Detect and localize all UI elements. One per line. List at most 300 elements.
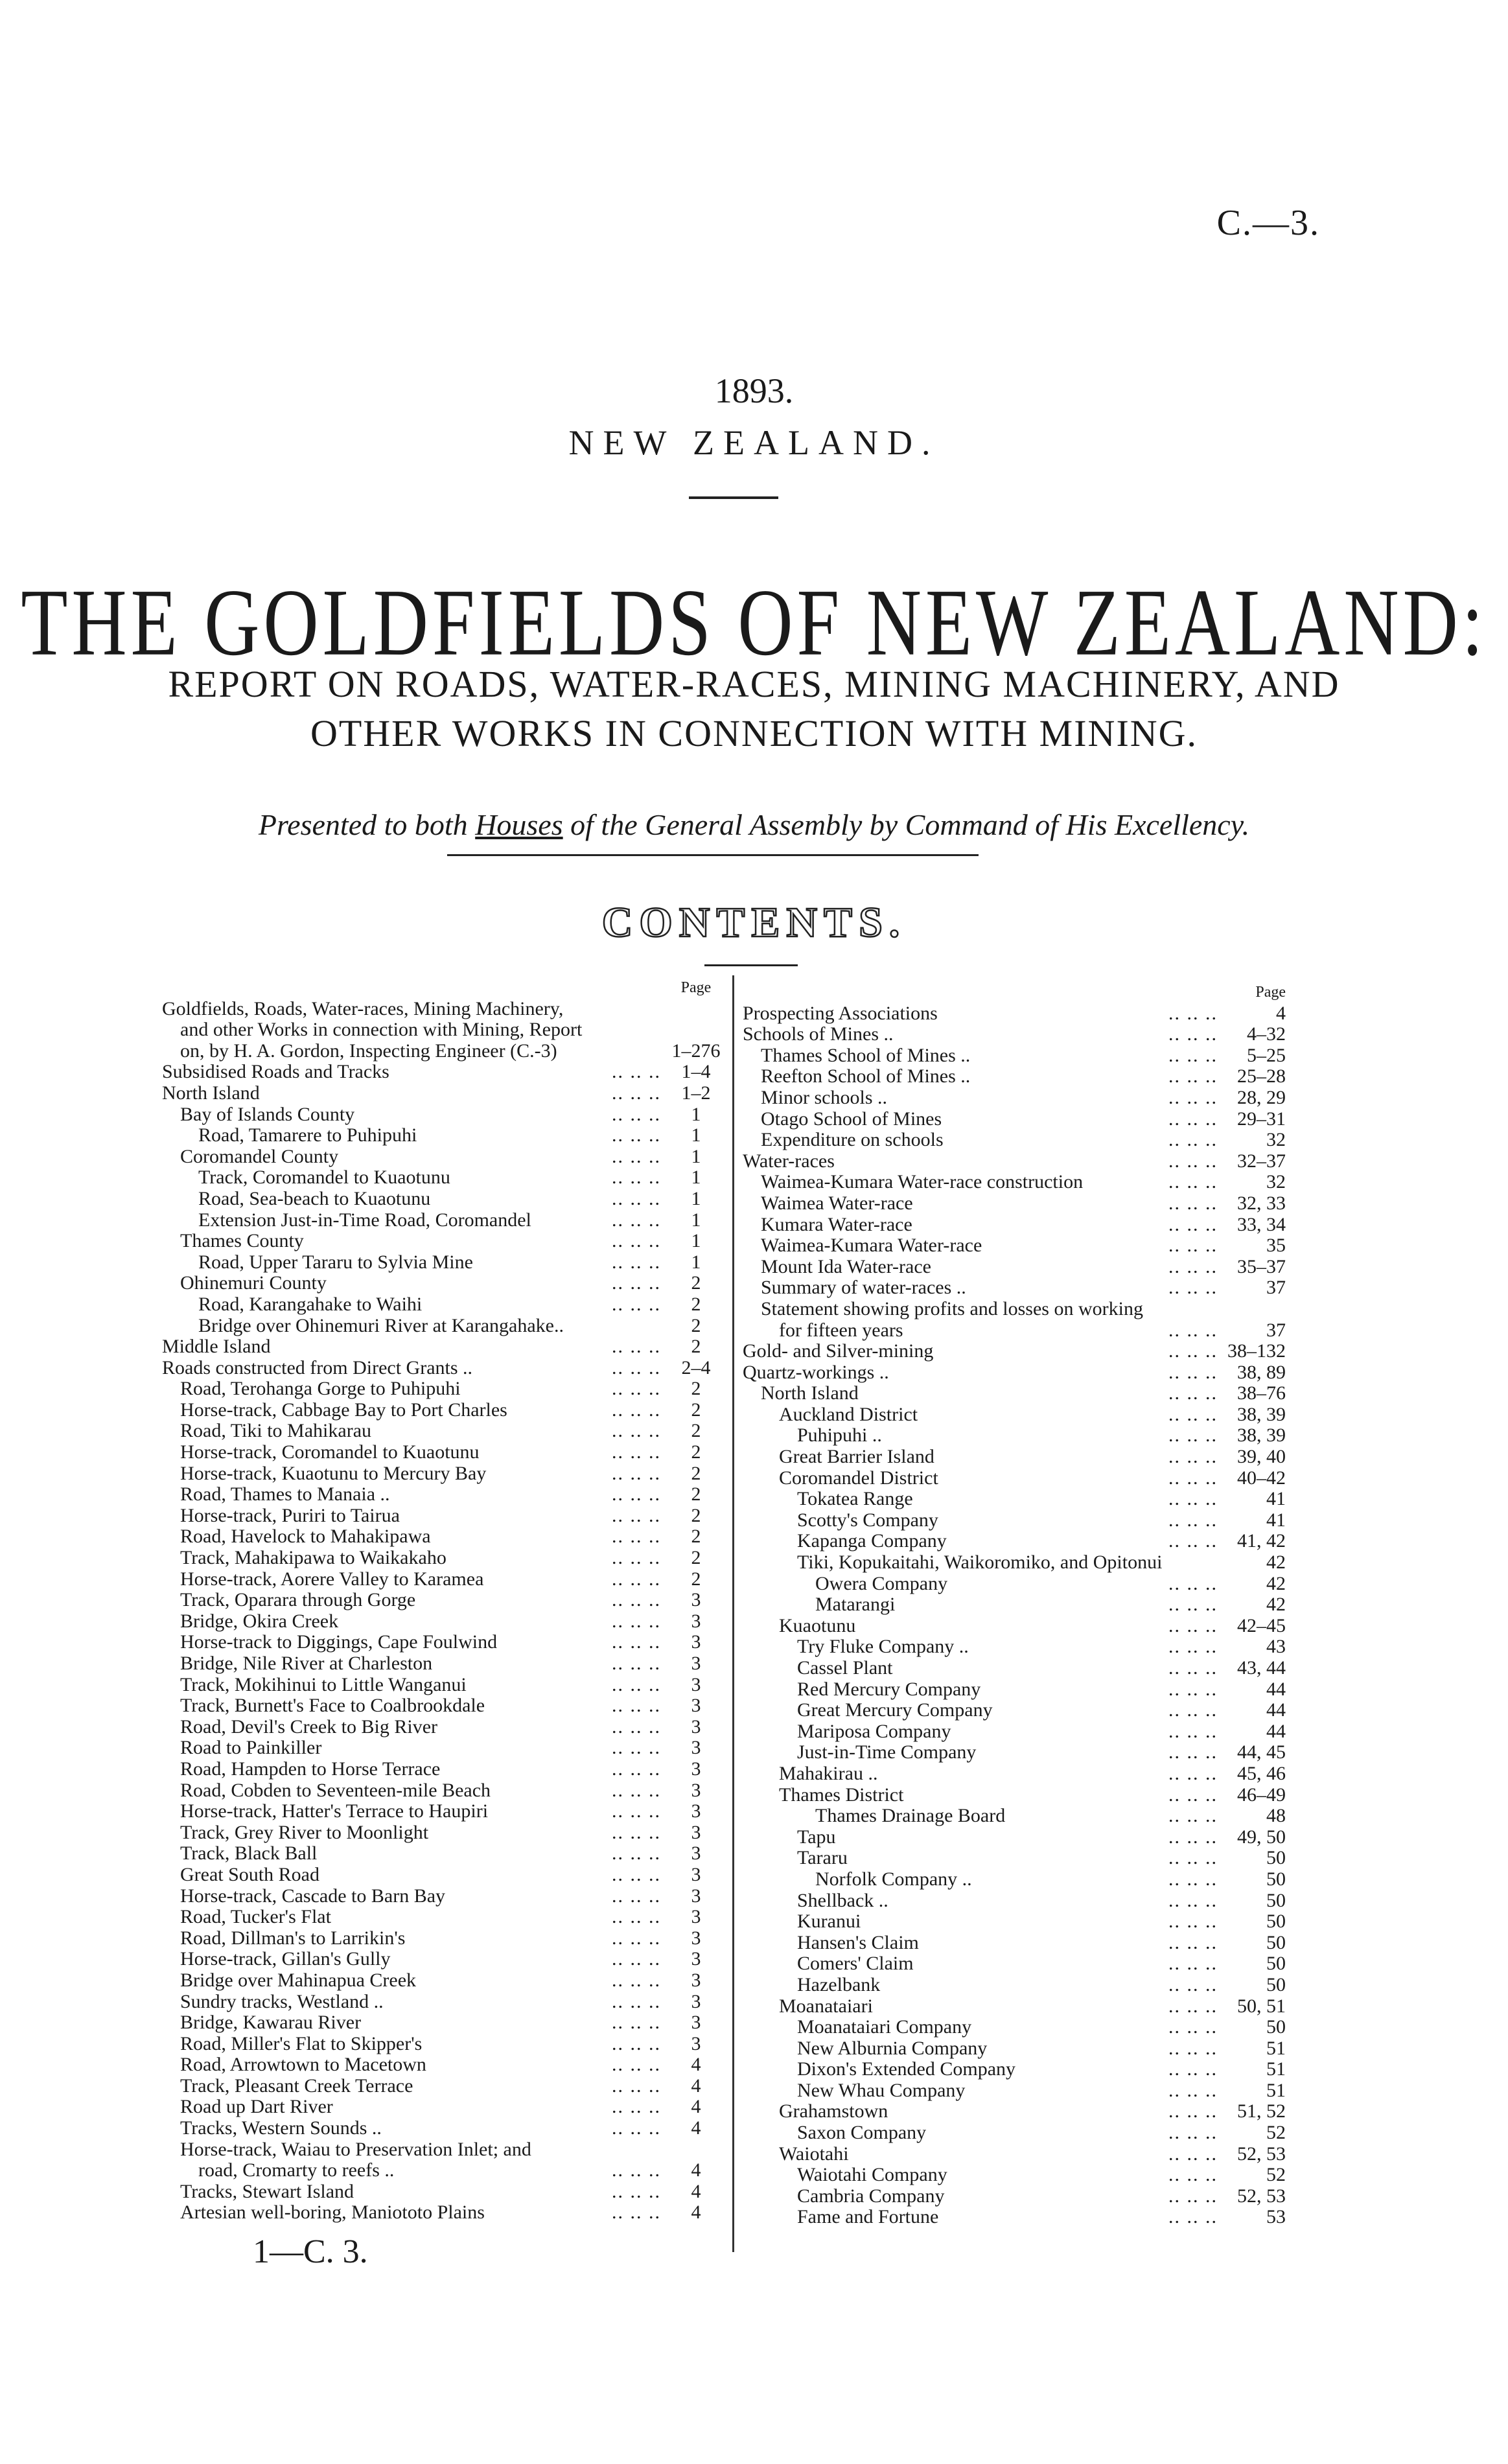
toc-entry-page: 2–4: [681, 1356, 711, 1378]
toc-leader-dots: .. .. ..: [612, 1863, 661, 1885]
toc-entry-page: 3: [691, 1779, 701, 1801]
toc-entry-page: 51: [1266, 2037, 1286, 2059]
toc-leader-dots: .. .. ..: [612, 1145, 661, 1167]
toc-leader-dots: .. .. ..: [612, 1082, 661, 1104]
toc-entry: [162, 1759, 726, 1780]
toc-entry-page: 53: [1266, 2206, 1286, 2228]
toc-entry-page: 3: [691, 1885, 701, 1907]
toc-entry-title: Track, Mokihinui to Little Wanganui: [180, 1673, 467, 1695]
toc-leader-dots: .. .. ..: [612, 1821, 661, 1843]
toc-entry-title: Waimea Water-race: [761, 1192, 913, 1214]
toc-entry: [743, 1109, 1286, 1130]
toc-entry-page: 2: [691, 1547, 701, 1569]
toc-entry-title: Tracks, Western Sounds ..: [180, 2117, 382, 2139]
toc-entry-title: New Whau Company: [797, 2079, 966, 2101]
presented-line: [0, 808, 1508, 842]
toc-leader-dots: .. .. ..: [612, 1800, 661, 1822]
subtitle: [97, 660, 1411, 758]
toc-entry-title: Quartz-workings ..: [743, 1361, 889, 1383]
toc-entry: [743, 1235, 1286, 1257]
toc-entry: [162, 1189, 726, 1210]
toc-leader-dots: .. .. ..: [1168, 2079, 1218, 2101]
toc-entry-title: Tokatea Range: [797, 1488, 913, 1510]
toc-entry-title: Hazelbank: [797, 1973, 881, 1995]
toc-entry: [162, 1695, 726, 1717]
toc-entry-page: 50: [1266, 2016, 1286, 2038]
toc-leader-dots: .. .. ..: [612, 1715, 661, 1738]
toc-entry-title: Bridge, Nile River at Charleston: [180, 1653, 433, 1674]
toc-entry: [743, 1341, 1286, 1362]
toc-entry-title: Red Mercury Company: [797, 1678, 981, 1700]
toc-leader-dots: .. .. ..: [1168, 2100, 1218, 2122]
toc-entry-title: Horse-track, Kuaotunu to Mercury Bay: [180, 1462, 487, 1484]
toc-leader-dots: .. .. ..: [612, 1653, 661, 1674]
toc-entry: [162, 2012, 726, 2034]
toc-entry-page: 33, 34: [1237, 1213, 1286, 1235]
toc-leader-dots: .. .. ..: [1168, 1720, 1218, 1742]
toc-entry: [743, 1890, 1286, 1912]
toc-entry-page: 44: [1266, 1699, 1286, 1721]
toc-entry-page: 50: [1266, 1973, 1286, 1995]
toc-entry-title: Schools of Mines ..: [743, 1023, 894, 1045]
toc-entry-title: Tapu: [797, 1826, 836, 1848]
toc-entry-page: 2: [691, 1399, 701, 1421]
toc-entry: [162, 1548, 726, 1569]
toc-entry: [162, 1886, 726, 1907]
toc-leader-dots: .. .. ..: [1168, 2185, 1218, 2207]
toc-entry: [743, 2101, 1286, 2122]
toc-entry: [743, 1468, 1286, 1489]
toc-entry: [743, 1636, 1286, 1658]
toc-entry-title: Gold- and Silver-mining: [743, 1340, 934, 1362]
toc-entry-title: Ohinemuri County: [180, 1272, 327, 1294]
toc-entry: [743, 1721, 1286, 1743]
toc-entry-page: 52, 53: [1237, 2185, 1286, 2207]
toc-leader-dots: .. .. ..: [612, 1230, 661, 1252]
toc-entry-title: Bridge, Kawarau River: [180, 2012, 362, 2034]
toc-leader-dots: .. .. ..: [1168, 1572, 1218, 1594]
toc-entry-title: Sundry tracks, Westland ..: [180, 1990, 384, 2012]
page-footer: 1—C. 3.: [253, 2233, 368, 2270]
toc-entry-page: 2: [691, 1504, 701, 1526]
toc-entry: [162, 1358, 726, 1379]
toc-entry-page: 28, 29: [1237, 1086, 1286, 1108]
toc-entry-page: 50: [1266, 1889, 1286, 1911]
toc-entry: [162, 1484, 726, 1505]
toc-entry-page: 42–45: [1237, 1614, 1286, 1636]
toc-right-column: [743, 982, 1286, 2228]
toc-leader-dots: .. .. ..: [612, 1504, 661, 1526]
toc-entry: [162, 1336, 726, 1358]
toc-leader-dots: .. .. ..: [1168, 1953, 1218, 1975]
toc-entry-title: Thames School of Mines ..: [761, 1044, 971, 1066]
toc-entry-title: Owera Company: [815, 1572, 948, 1594]
toc-entry-title: Bridge over Mahinapua Creek: [180, 1969, 417, 1991]
toc-entry-title: Waiotahi: [779, 2143, 849, 2165]
toc-entry-page: 42: [1266, 1594, 1286, 1616]
toc-entry: [743, 1594, 1286, 1616]
toc-entry-page: 35: [1266, 1235, 1286, 1257]
toc-entry-page: 3: [691, 1990, 701, 2012]
toc-entry-title: Middle Island: [162, 1336, 271, 1358]
toc-entry-page: 2: [691, 1526, 701, 1548]
toc-leader-dots: .. .. ..: [612, 1272, 661, 1294]
toc-entry-title: Road, Tucker's Flat: [180, 1906, 331, 1928]
document-reference: C.—3.: [1216, 203, 1320, 243]
column-divider: [732, 975, 734, 2252]
toc-entry-page: 41: [1266, 1509, 1286, 1531]
toc-entry: [162, 2139, 726, 2161]
toc-leader-dots: .. .. ..: [1168, 2164, 1218, 2186]
toc-entry-page: 45, 46: [1237, 1762, 1286, 1784]
toc-entry-title: Coromandel District: [779, 1467, 938, 1489]
toc-entry-page: 2: [691, 1420, 701, 1442]
toc-entry: [162, 1865, 726, 1886]
toc-leader-dots: .. .. ..: [1168, 1424, 1218, 1447]
toc-entry-page: 32, 33: [1237, 1192, 1286, 1214]
toc-entry-title: Road, Thames to Manaia ..: [180, 1483, 390, 1505]
toc-leader-dots: .. .. ..: [1168, 1002, 1218, 1024]
toc-entry-title: Artesian well-boring, Maniototo Plains: [180, 2202, 485, 2224]
toc-leader-dots: .. .. ..: [612, 2096, 661, 2118]
toc-entry-page: 37: [1266, 1319, 1286, 1341]
toc-entry-title: Moanataiari Company: [797, 2016, 972, 2038]
toc-entry-page: 1: [691, 1167, 701, 1189]
toc-entry: [743, 2207, 1286, 2228]
toc-entry: [162, 2054, 726, 2076]
toc-leader-dots: .. .. ..: [1168, 1171, 1218, 1193]
toc-entry-page: 49, 50: [1237, 1826, 1286, 1848]
toc-entry-page: 40–42: [1237, 1467, 1286, 1489]
toc-entry-page: 51: [1266, 2058, 1286, 2080]
toc-leader-dots: .. .. ..: [612, 1061, 661, 1083]
toc-entry: [743, 1215, 1286, 1236]
toc-entry-page: 3: [691, 2032, 701, 2054]
toc-entry-page: 1: [691, 1103, 701, 1125]
toc-right-list: [743, 1003, 1286, 2228]
toc-entry-title: Road, Karangahake to Waihi: [198, 1293, 423, 1315]
toc-leader-dots: .. .. ..: [1168, 2037, 1218, 2059]
toc-entry-page: 44: [1266, 1678, 1286, 1700]
toc-leader-dots: .. .. ..: [612, 1209, 661, 1231]
toc-entry-page: 3: [691, 1969, 701, 1991]
divider-rule: [689, 496, 778, 499]
toc-entry: [743, 1700, 1286, 1721]
toc-entry: [162, 1019, 726, 1041]
toc-entry: [743, 1489, 1286, 1510]
toc-entry-title: Goldfields, Roads, Water-races, Mining Machinery,: [162, 997, 564, 1019]
toc-entry-title: Track, Pleasant Creek Terrace: [180, 2075, 413, 2097]
page-column-label-right: Page: [1255, 984, 1286, 1001]
toc-leader-dots: .. .. ..: [612, 1251, 661, 1273]
toc-leader-dots: .. .. ..: [612, 1462, 661, 1484]
toc-entry: [743, 1869, 1286, 1890]
toc-entry: [162, 1843, 726, 1865]
toc-leader-dots: .. .. ..: [612, 2117, 661, 2139]
toc-entry-title: Great Barrier Island: [779, 1446, 934, 1468]
year: 1893.: [714, 371, 794, 410]
toc-entry-title: and other Works in connection with Mining, Report: [180, 1019, 583, 1041]
toc-entry-title: Kapanga Company: [797, 1530, 947, 1552]
toc-leader-dots: .. .. ..: [1168, 1467, 1218, 1489]
toc-entry-page: 2: [691, 1293, 701, 1315]
toc-leader-dots: .. .. ..: [1168, 1192, 1218, 1214]
toc-leader-dots: .. .. ..: [1168, 1319, 1218, 1341]
toc-leader-dots: .. .. ..: [1168, 2143, 1218, 2165]
toc-entry: [162, 1949, 726, 1970]
toc-entry: [743, 1911, 1286, 1933]
toc-leader-dots: .. .. ..: [1168, 1129, 1218, 1151]
toc-leader-dots: .. .. ..: [1168, 1446, 1218, 1468]
toc-entry-title: Saxon Company: [797, 2122, 927, 2144]
toc-entry-title: Bridge, Okira Creek: [180, 1610, 339, 1632]
toc-entry-title: Horse-track, Coromandel to Kuaotunu: [180, 1441, 480, 1463]
toc-entry-title: Road, Dillman's to Larrikin's: [180, 1927, 406, 1949]
toc-entry-page: 41, 42: [1237, 1530, 1286, 1552]
toc-entry: [162, 1780, 726, 1802]
toc-entry: [162, 1675, 726, 1696]
toc-leader-dots: .. .. ..: [612, 1167, 661, 1189]
toc-entry-title: Tararu: [797, 1847, 848, 1869]
toc-entry: [743, 1679, 1286, 1701]
toc-entry-title: Summary of water-races ..: [761, 1277, 966, 1299]
toc-entry-page: 2: [691, 1272, 701, 1294]
toc-entry: [743, 1383, 1286, 1404]
toc-entry-page: 4: [1276, 1002, 1286, 1024]
toc-entry: [162, 1590, 726, 1611]
presented-text-1: Presented to both: [258, 808, 476, 841]
toc-entry-title: Horse-track, Cabbage Bay to Port Charles: [180, 1399, 507, 1421]
toc-entry: [743, 1172, 1286, 1193]
toc-leader-dots: .. .. ..: [1168, 1235, 1218, 1257]
toc-entry: [162, 1632, 726, 1653]
toc-leader-dots: .. .. ..: [1168, 1255, 1218, 1277]
toc-entry: [743, 1975, 1286, 1996]
toc-leader-dots: .. .. ..: [612, 1399, 661, 1421]
contents-rule: [704, 964, 798, 966]
toc-entry-page: 32–37: [1237, 1150, 1286, 1172]
toc-entry-title: Extension Just-in-Time Road, Coromandel: [198, 1209, 531, 1231]
toc-entry-title: Water-races: [743, 1150, 835, 1172]
toc-entry-page: 35–37: [1237, 1255, 1286, 1277]
toc-leader-dots: .. .. ..: [1168, 2122, 1218, 2144]
toc-entry: [743, 1510, 1286, 1531]
toc-entry: [162, 1378, 726, 1400]
toc-entry-page: 3: [691, 2012, 701, 2034]
toc-entry: [162, 1801, 726, 1822]
toc-entry: [162, 1294, 726, 1316]
toc-leader-dots: .. .. ..: [1168, 1361, 1218, 1383]
toc-leader-dots: .. .. ..: [612, 2159, 661, 2181]
toc-leader-dots: .. .. ..: [612, 1610, 661, 1632]
toc-leader-dots: .. .. ..: [1168, 1065, 1218, 1087]
toc-leader-dots: .. .. ..: [612, 1589, 661, 1611]
toc-entry-title: Hansen's Claim: [797, 1931, 919, 1953]
toc-entry-page: 52: [1266, 2122, 1286, 2144]
toc-leader-dots: .. .. ..: [612, 1483, 661, 1505]
toc-entry-page: 3: [691, 1863, 701, 1885]
toc-leader-dots: .. .. ..: [1168, 1805, 1218, 1827]
toc-entry-page: 37: [1266, 1277, 1286, 1299]
toc-entry-title: Expenditure on schools: [761, 1129, 944, 1151]
toc-entry: [162, 1653, 726, 1675]
toc-entry-page: 1: [691, 1145, 701, 1167]
toc-entry-page: 3: [691, 1927, 701, 1949]
toc-left-list: [162, 999, 726, 2224]
toc-entry-title: Track, Grey River to Moonlight: [180, 1821, 429, 1843]
toc-entry-page: 3: [691, 1906, 701, 1928]
toc-entry-title: Grahamstown: [779, 2100, 888, 2122]
toc-entry-title: Horse-track, Puriri to Tairua: [180, 1504, 400, 1526]
toc-entry-page: 1: [691, 1124, 701, 1146]
toc-leader-dots: .. .. ..: [1168, 1403, 1218, 1425]
toc-leader-dots: .. .. ..: [1168, 1530, 1218, 1552]
toc-entry: [743, 2144, 1286, 2165]
toc-entry-page: 3: [691, 1800, 701, 1822]
toc-entry: [162, 1928, 726, 1949]
toc-entry-page: 4–32: [1247, 1023, 1286, 1045]
toc-entry: [162, 1125, 726, 1146]
country-heading: NEW ZEALAND.: [568, 423, 940, 462]
toc-leader-dots: .. .. ..: [612, 1378, 661, 1400]
toc-leader-dots: .. .. ..: [1168, 1382, 1218, 1404]
toc-leader-dots: .. .. ..: [1168, 1931, 1218, 1953]
toc-entry-title: Tiki, Kopukaitahi, Waikoromiko, and Opitonui: [797, 1552, 1163, 1574]
toc-leader-dots: .. .. ..: [612, 1187, 661, 1209]
toc-entry-title: Minor schools ..: [761, 1086, 887, 1108]
toc-entry-page: 25–28: [1237, 1065, 1286, 1087]
toc-entry-page: 2: [691, 1441, 701, 1463]
toc-entry-page: 4: [691, 2075, 701, 2097]
toc-entry: [743, 1130, 1286, 1151]
toc-entry-page: 3: [691, 1715, 701, 1738]
presented-underline: [447, 854, 979, 856]
toc-entry: [162, 1992, 726, 2013]
toc-entry: [743, 2017, 1286, 2038]
subtitle-line-2: OTHER WORKS IN CONNECTION WITH MINING.: [310, 712, 1198, 754]
toc-entry: [162, 1231, 726, 1252]
toc-entry-page: 4: [691, 2096, 701, 2118]
toc-entry-page: 52, 53: [1237, 2143, 1286, 2165]
toc-entry-page: 3: [691, 1842, 701, 1865]
toc-entry-title: Horse-track, Waiau to Preservation Inlet; and: [180, 2138, 531, 2160]
toc-leader-dots: .. .. ..: [1168, 1826, 1218, 1848]
toc-leader-dots: .. .. ..: [612, 2202, 661, 2224]
toc-entry-title: Norfolk Company ..: [815, 1868, 972, 1890]
toc-entry-title: North Island: [761, 1382, 859, 1404]
toc-entry-title: Horse-track, Cascade to Barn Bay: [180, 1885, 446, 1907]
toc-leader-dots: .. .. ..: [1168, 1762, 1218, 1784]
toc-entry: [743, 1404, 1286, 1426]
toc-leader-dots: .. .. ..: [612, 1695, 661, 1717]
toc-entry-page: 32: [1266, 1129, 1286, 1151]
toc-entry-page: 3: [691, 1737, 701, 1759]
toc-entry: [743, 1953, 1286, 1975]
toc-entry: [743, 1806, 1286, 1827]
toc-entry-page: 1: [691, 1230, 701, 1252]
toc-leader-dots: .. .. ..: [1168, 1868, 1218, 1890]
toc-entry-title: Track, Coromandel to Kuaotunu: [198, 1167, 450, 1189]
toc-entry-title: Reefton School of Mines ..: [761, 1065, 971, 1087]
toc-leader-dots: .. .. ..: [612, 1293, 661, 1315]
toc-leader-dots: .. .. ..: [612, 1779, 661, 1801]
toc-leader-dots: .. .. ..: [612, 1547, 661, 1569]
toc-entry-title: Kumara Water-race: [761, 1213, 912, 1235]
toc-entry-page: 50: [1266, 1953, 1286, 1975]
toc-entry-title: Horse-track, Gillan's Gully: [180, 1948, 391, 1970]
toc-entry: [743, 1827, 1286, 1848]
toc-entry-title: Kuaotunu: [779, 1614, 856, 1636]
toc-leader-dots: .. .. ..: [1168, 1699, 1218, 1721]
toc-leader-dots: .. .. ..: [612, 1631, 661, 1653]
toc-entry: [743, 2186, 1286, 2207]
toc-leader-dots: .. .. ..: [612, 1885, 661, 1907]
toc-leader-dots: .. .. ..: [612, 1990, 661, 2012]
toc-entry-title: Road, Terohanga Gorge to Puhipuhi: [180, 1378, 461, 1400]
toc-entry-page: 48: [1266, 1805, 1286, 1827]
toc-entry-title: Scotty's Company: [797, 1509, 938, 1531]
toc-entry: [162, 1041, 726, 1062]
main-title: THE GOLDFIELDS OF NEW ZEALAND:: [21, 569, 1487, 676]
toc-entry-title: Mariposa Company: [797, 1720, 951, 1742]
toc-entry-title: Thames District: [779, 1784, 904, 1806]
toc-entry-title: Road, Cobden to Seventeen-mile Beach: [180, 1779, 491, 1801]
toc-entry: [162, 1738, 726, 1759]
contents-heading: CONTENTS.: [601, 899, 907, 946]
toc-entry-title: on, by H. A. Gordon, Inspecting Engineer (C.-3): [180, 1040, 557, 1062]
toc-leader-dots: .. .. ..: [1168, 1741, 1218, 1763]
toc-leader-dots: .. .. ..: [1168, 1340, 1218, 1362]
toc-entry-page: 1: [691, 1187, 701, 1209]
toc-entry-page: 2: [691, 1483, 701, 1505]
toc-entry-title: Kuranui: [797, 1911, 861, 1933]
toc-leader-dots: .. .. ..: [612, 1356, 661, 1378]
toc-entry-page: 3: [691, 1673, 701, 1695]
toc-entry-page: 3: [691, 1631, 701, 1653]
toc-entry: [162, 1400, 726, 1421]
toc-leader-dots: .. .. ..: [1168, 2058, 1218, 2080]
toc-leader-dots: .. .. ..: [1168, 1023, 1218, 1045]
toc-entry: [743, 1616, 1286, 1637]
toc-entry: [743, 1045, 1286, 1067]
toc-entry: [743, 1531, 1286, 1552]
toc-entry-title: Road up Dart River: [180, 2096, 333, 2118]
toc-entry: [162, 1822, 726, 1844]
toc-entry-page: 2: [691, 1336, 701, 1358]
toc-entry-title: Track, Oparara through Gorge: [180, 1589, 416, 1611]
toc-entry: [162, 1569, 726, 1590]
toc-entry-title: Roads constructed from Direct Grants ..: [162, 1356, 473, 1378]
toc-entry: [743, 1763, 1286, 1785]
toc-entry: [162, 1907, 726, 1928]
toc-entry-page: 1: [691, 1209, 701, 1231]
toc-entry-title: Road, Miller's Flat to Skipper's: [180, 2032, 423, 2054]
toc-leader-dots: .. .. ..: [612, 1124, 661, 1146]
toc-leader-dots: .. .. ..: [1168, 1847, 1218, 1869]
toc-entry: [743, 1848, 1286, 1869]
toc-entry: [743, 1933, 1286, 1954]
toc-leader-dots: .. .. ..: [612, 1969, 661, 1991]
toc-entry-title: Track, Mahakipawa to Waikakaho: [180, 1547, 447, 1569]
toc-entry: [743, 2080, 1286, 2102]
toc-entry-title: Bay of Islands County: [180, 1103, 355, 1125]
toc-entry-page: 42: [1266, 1572, 1286, 1594]
toc-entry: [162, 1505, 726, 1527]
toc-leader-dots: .. .. ..: [1168, 1594, 1218, 1616]
toc-entry-page: 4: [691, 2180, 701, 2202]
toc-entry-title: Road, Tamarere to Puhipuhi: [198, 1124, 417, 1146]
toc-entry-title: for fifteen years: [779, 1319, 903, 1341]
